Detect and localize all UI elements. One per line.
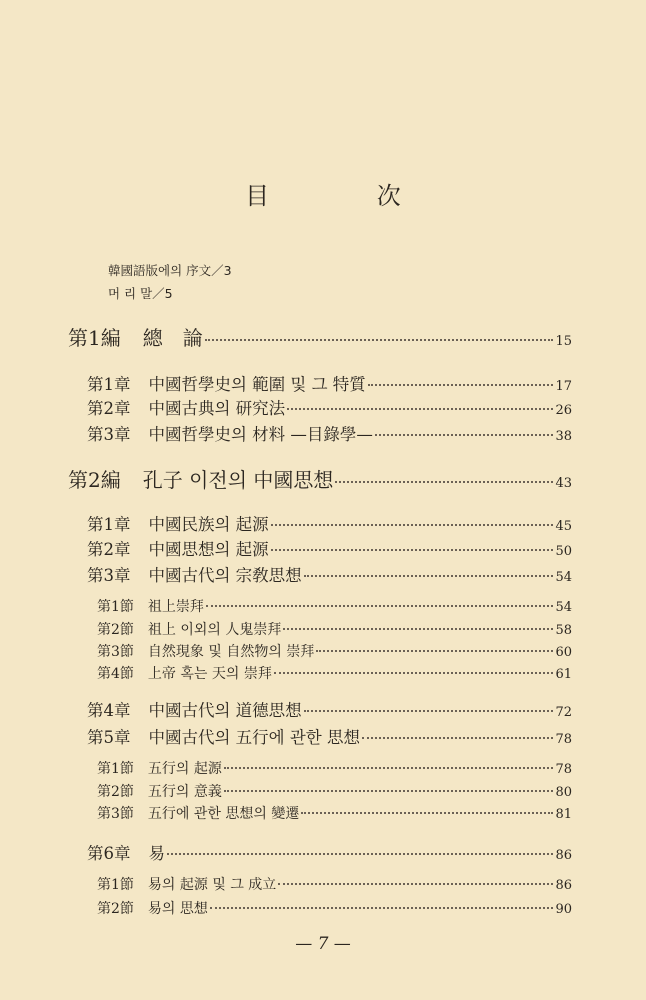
entry-page: 26 [555,403,572,418]
entry-title: 中國古代의 五行에 관한 思想 [148,728,360,747]
leader-dots [287,408,553,410]
toc-entry [68,464,572,493]
toc-entry [87,562,572,586]
entry-title: 孔子 이전의 中國思想 [142,468,334,492]
entry-number: 第2節 [97,622,134,638]
leader-dots [283,628,553,630]
leader-dots [368,384,554,386]
entry-number: 第2章 [87,540,131,559]
entry-page: 54 [555,600,572,615]
toc-entry [87,395,572,419]
entry-page: 78 [555,732,572,747]
toc-entry [87,724,572,748]
entry-number: 第2節 [97,784,134,800]
entry-number: 第1章 [87,515,131,534]
entry-page: 15 [555,334,572,349]
leader-dots [271,524,554,526]
leader-dots [167,853,553,855]
toc-entry [97,758,572,778]
entry-number: 第1章 [87,375,131,394]
entry-number: 第1節 [97,599,134,615]
leader-dots [301,812,553,814]
entry-number: 第2節 [97,901,134,917]
preface-entry: 머 리 말／5 [108,286,173,301]
entry-number: 第1編 [68,326,121,350]
entry-title: 中國哲學史의 材料 —目錄學— [148,425,373,444]
entry-page: 17 [555,379,572,394]
entry-page: 86 [555,878,572,893]
entry-title: 自然現象 및 自然物의 崇拜 [147,644,315,660]
entry-number: 第2編 [68,468,121,492]
entry-title: 總 論 [142,326,203,350]
toc-entry [87,840,572,864]
entry-number: 第2章 [87,399,131,418]
toc-entry [87,511,572,535]
entry-page: 43 [555,476,572,491]
toc-entry [87,421,572,445]
entry-title: 易 [148,844,165,863]
leader-dots [375,434,554,436]
leader-dots [304,710,554,712]
toc-entry [97,781,572,801]
toc-entry [97,663,572,683]
entry-page: 86 [555,848,572,863]
entry-page: 80 [555,785,572,800]
entry-number: 第1節 [97,877,134,893]
entry-page: 81 [555,807,572,822]
entry-title: 中國思想의 起源 [148,540,269,559]
entry-title: 易의 起源 및 그 成立 [147,877,277,893]
entry-title: 五行의 起源 [147,761,222,777]
entry-title: 中國古代의 宗敎思想 [148,566,302,585]
entry-title: 五行의 意義 [147,784,222,800]
entry-title: 上帝 혹는 天의 崇拜 [147,666,272,682]
entry-title: 祖上 이외의 人鬼崇拜 [147,622,282,638]
toc-entry [97,898,572,918]
toc-entry [87,536,572,560]
entry-page: 38 [555,429,572,444]
entry-title: 中國古代의 道德思想 [148,701,302,720]
leader-dots [304,575,554,577]
entry-number: 第3節 [97,806,134,822]
entry-page: 61 [555,667,572,682]
leader-dots [278,883,553,885]
page-title: 目 次 [245,182,451,210]
leader-dots [210,907,554,909]
toc-entry [97,596,572,616]
toc-entry [97,874,572,894]
toc-entry [97,641,572,661]
toc-entry [97,619,572,639]
entry-page: 45 [555,519,572,534]
leader-dots [224,767,554,769]
entry-page: 50 [555,544,572,559]
entry-title: 五行에 관한 思想의 變遷 [147,806,300,822]
entry-page: 72 [555,705,572,720]
entry-title: 中國哲學史의 範圍 및 그 特質 [148,375,366,394]
entry-page: 60 [555,645,572,660]
toc-entry [87,371,572,395]
leader-dots [205,339,554,341]
entry-number: 第3章 [87,425,131,444]
leader-dots [271,549,554,551]
entry-number: 第3節 [97,644,134,660]
entry-page: 58 [555,623,572,638]
toc-entry [97,803,572,823]
entry-title: 中國古典의 研究法 [148,399,286,418]
toc-entry [68,322,572,351]
preface-entry: 韓國語版에의 序文／3 [108,263,232,278]
entry-number: 第4節 [97,666,134,682]
toc-entry [87,697,572,721]
entry-page: 54 [555,570,572,585]
entry-title: 祖上崇拜 [147,599,204,615]
leader-dots [316,650,553,652]
entry-title: 中國民族의 起源 [148,515,269,534]
entry-number: 第4章 [87,701,131,720]
entry-number: 第1節 [97,761,134,777]
leader-dots [362,737,553,739]
leader-dots [274,672,554,674]
page-number: — 7 — [295,934,351,954]
entry-page: 90 [555,902,572,917]
entry-title: 易의 思想 [147,901,208,917]
leader-dots [206,605,554,607]
entry-number: 第6章 [87,844,131,863]
entry-page: 78 [555,762,572,777]
leader-dots [224,790,554,792]
leader-dots [335,481,553,483]
entry-number: 第3章 [87,566,131,585]
entry-number: 第5章 [87,728,131,747]
